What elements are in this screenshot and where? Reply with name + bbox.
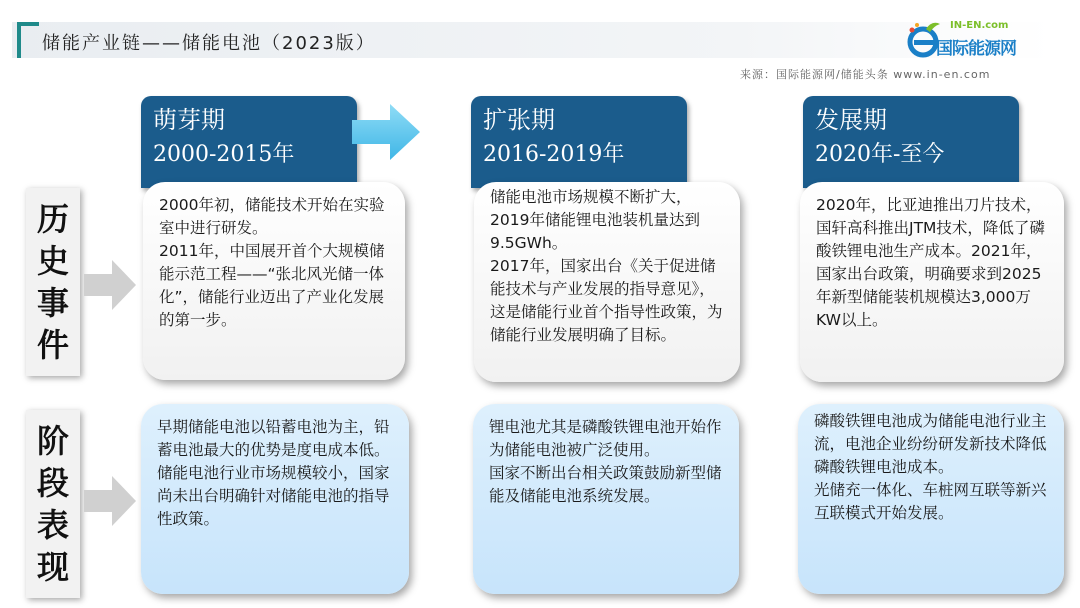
- row-label-char: 段: [36, 464, 69, 502]
- row-label-history: [26, 188, 80, 376]
- row-label-stage: [26, 410, 80, 598]
- row-label-char: 历: [36, 200, 69, 238]
- stage-text: 早期储能电池以铅蓄电池为主，铅蓄电池最大的优势是度电成本低。: [157, 418, 390, 459]
- gray-arrow-icon: [84, 474, 138, 528]
- stage-text: 光储充一体化、车桩网互联等新兴互联模式开始发展。: [814, 481, 1047, 522]
- history-card-1: [143, 182, 405, 380]
- logo: [906, 20, 1056, 62]
- phase-tab-1: [141, 96, 357, 188]
- stage-text: 国家不断出台相关政策鼓励新型储能及储能电池系统发展。: [489, 464, 722, 505]
- phase-years: 2020年-至今: [815, 142, 945, 167]
- phase-tab-2: [471, 96, 687, 188]
- history-text: 储能电池市场规模不断扩大，2019年储能锂电池装机量达到9.5GWh。: [490, 188, 700, 252]
- row-label-char: 现: [36, 548, 69, 586]
- page-title: 储能产业链——储能电池（2023版）: [42, 33, 376, 54]
- history-text: 2020年，比亚迪推出刀片技术，国轩高科推出JTM技术，降低了磷酸铁锂电池生产成本。2021年，国家出台政策，明确要求到2025年新型储能装机规模达3,000万KW以上。: [816, 196, 1045, 329]
- stage-card-1: [141, 404, 409, 594]
- arrow-right-icon: [352, 102, 422, 162]
- stage-text: 储能电池行业市场规模较小，国家尚未出台明确针对储能电池的指导性政策。: [157, 464, 390, 528]
- stage-card-2: [473, 404, 739, 594]
- phase-tab-3: [803, 96, 1019, 188]
- phase-name: 扩张期: [483, 106, 555, 134]
- stage-card-3: [798, 404, 1064, 594]
- row-label-char: 事: [36, 284, 69, 322]
- phase-years: 2000-2015年: [153, 142, 295, 167]
- gray-arrow-icon: [84, 258, 138, 312]
- stage-text: 锂电池尤其是磷酸铁锂电池开始作为储能电池被广泛使用。: [489, 418, 722, 459]
- row-label-char: 表: [36, 506, 69, 544]
- stage-text: 磷酸铁锂电池成为储能电池行业主流，电池企业纷纷研发新技术降低磷酸铁锂电池成本。: [814, 412, 1047, 476]
- phase-name: 发展期: [815, 106, 887, 134]
- phase-years: 2016-2019年: [483, 142, 625, 167]
- row-label-char: 件: [36, 326, 69, 364]
- logo-cn-text: 国际能源网: [936, 39, 1016, 59]
- header-bracket-decoration: [17, 22, 39, 58]
- history-text: 2011年，中国展开首个大规模储能示范工程——“张北风光储一体化”，储能行业迈出了产业化发展的第一步。: [159, 242, 385, 329]
- row-label-char: 阶: [36, 422, 69, 460]
- row-label-char: 史: [36, 242, 69, 280]
- logo-en-text: IN-EN.com: [950, 20, 1009, 31]
- source-note: 来源：国际能源网/储能头条 www.in-en.com: [740, 68, 991, 81]
- history-card-2: [474, 182, 740, 382]
- phase-name: 萌芽期: [153, 106, 225, 134]
- history-text: 2017年，国家出台《关于促进储能技术与产业发展的指导意见》，这是储能行业首个指导性政策，为储能行业发展明确了目标。: [490, 257, 723, 344]
- history-text: 2000年初，储能技术开始在实验室中进行研发。: [159, 196, 385, 237]
- history-card-3: [800, 182, 1064, 382]
